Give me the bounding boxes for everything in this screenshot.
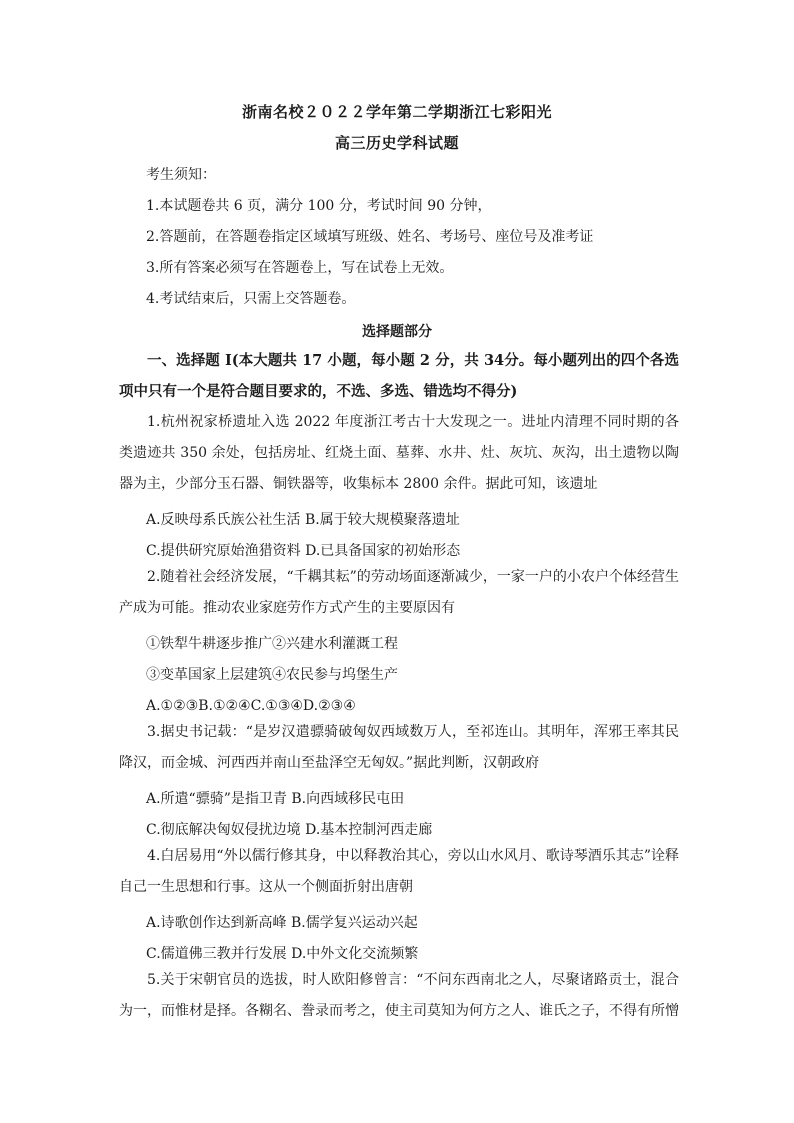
exam-title-line2: 高三历史学科试题: [334, 134, 459, 152]
question-2-options: A.①②③B.①②④C.①③④D.②③④: [146, 698, 356, 714]
question-1-options-ab: A.反映母系氏族公社生活 B.属于较大规模聚落遗址: [146, 512, 460, 528]
question-1-stem: 1.杭州祝家桥遗址入选 2022 年度浙江考古十大发现之一。进址内清理不同时期的各类遗迹共 350 余处，包括房址、红烧土面、墓葬、水井、灶、灰坑、灰沟，出土遗物以陶器为主，少部分玉石器、铜铁器等，收集标本 2800 余件。据此可知，该遗址: [119, 414, 679, 492]
notice-item-2: 2.答题前，在答题卷指定区域填写班级、姓名、考场号、座位号及准考证: [146, 229, 594, 245]
notice-item-3: 3.所有答案必须写在答题卷上，写在试卷上无效。: [146, 260, 454, 276]
question-3-stem: 3.据史书记载：“是岁汉遣骠骑破匈奴西域数万人，至祁连山。其明年，浑邪王率其民降汉，而金城、河西西并南山至盐泽空无匈奴。”据此判断，汉朝政府: [119, 724, 679, 771]
question-1-options-cd: C.提供研究原始渔猎资料 D.已具备国家的初始形态: [146, 543, 461, 559]
notice-item-1: 1.本试题卷共 6 页，满分 100 分，考试时间 90 分钟，: [146, 198, 492, 214]
question-3-options-cd: C.彻底解决匈奴侵扰边境 D.基本控制河西走廊: [146, 822, 433, 838]
question-4-options-ab: A.诗歌创作达到新高峰 B.儒学复兴运动兴起: [146, 915, 418, 931]
section-instruction: 一、选择题 I(本大题共 17 小题，每小题 2 分，共 34分。每小题列出的四个各选项中只有一个是符合题目要求的，不选、多选、错选均不得分): [119, 352, 679, 400]
question-5-stem: 5.关于宋朝官员的选拔，时人欧阳修曾言：“不问东西南北之人，尽聚诸路贡士，混合为一，而惟材是择。各糊名、誊录而考之，使主司莫知为何方之人、谁氏之子，不得有所憎: [119, 972, 679, 1019]
question-4-options-cd: C.儒道佛三教并行发展 D.中外文化交流频繁: [146, 946, 419, 962]
question-2-items-12: ①铁犁牛耕逐步推广②兴建水利灌溉工程: [146, 636, 398, 652]
notice-item-4: 4.考试结束后，只需上交答题卷。: [146, 291, 356, 307]
section-title: 选择题部分: [362, 324, 432, 340]
exam-title-line1: 浙南名校２０２２学年第二学期浙江七彩阳光: [241, 103, 552, 121]
question-3-options-ab: A.所遣“骠骑”是指卫青 B.向西域移民屯田: [146, 791, 405, 807]
question-4-stem: 4.白居易用“外以儒行修其身，中以释教治其心，旁以山水风月、歌诗琴酒乐其志”诠释自己一生思想和行事。这从一个侧面折射出唐朝: [119, 848, 679, 895]
question-2-stem: 2.随着社会经济发展，“千耦其耘”的劳动场面逐渐减少，一家一户的小农户个体经营生产成为可能。推动农业家庭劳作方式产生的主要原因有: [119, 569, 679, 616]
question-2-items-34: ③变革国家上层建筑④农民参与坞堡生产: [146, 667, 398, 683]
notice-heading: 考生须知：: [146, 167, 216, 183]
